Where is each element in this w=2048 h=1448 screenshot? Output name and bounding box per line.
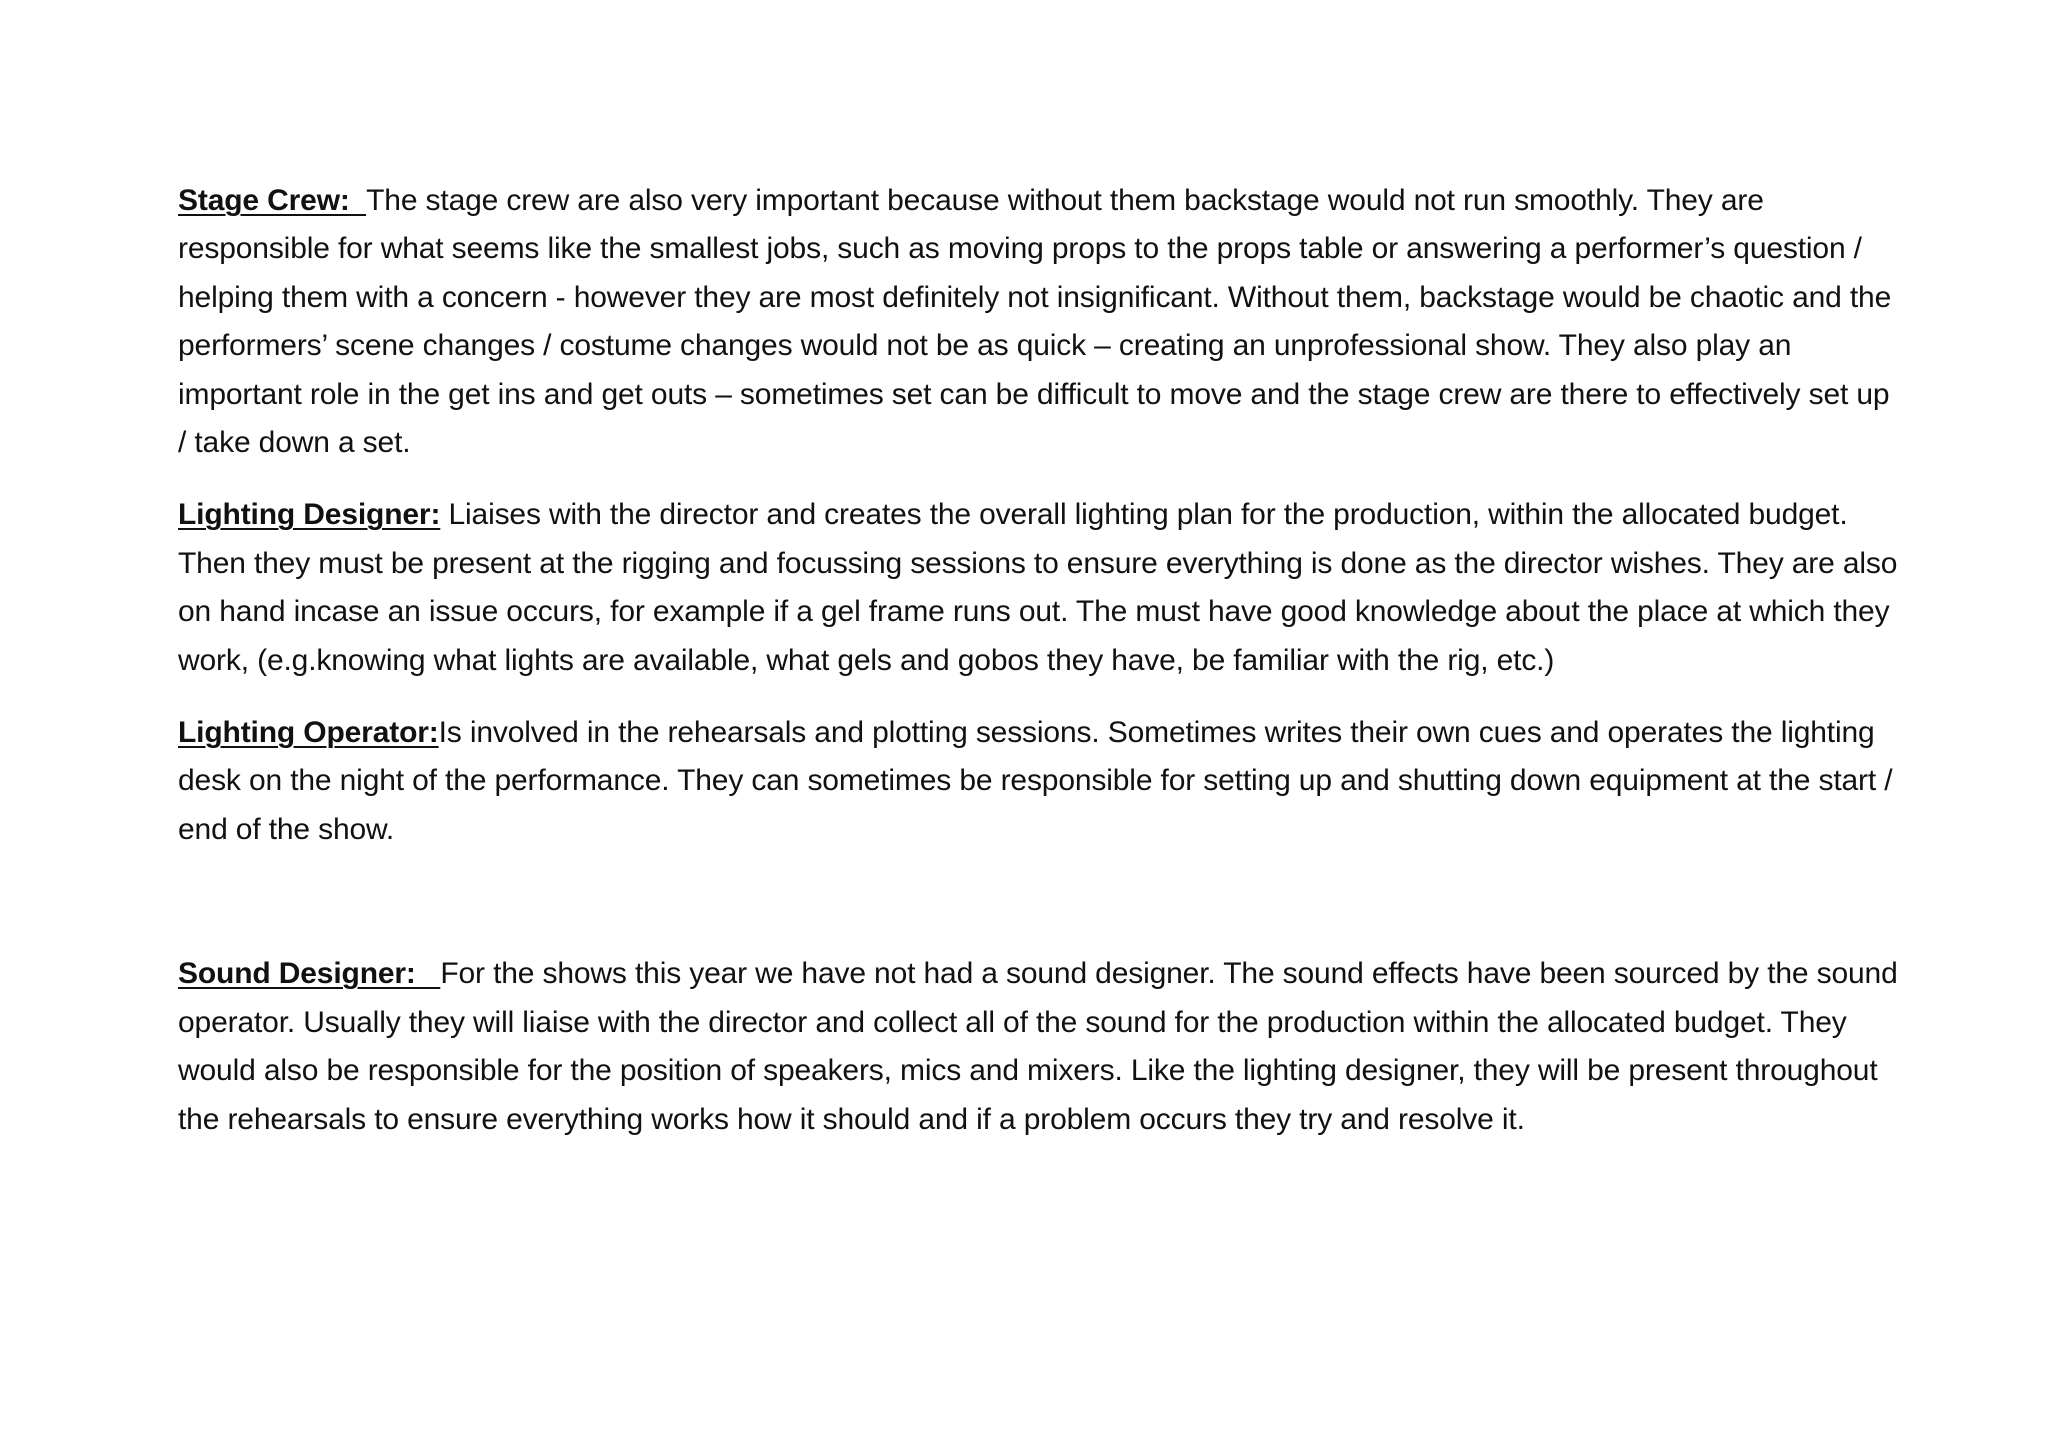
text-lighting-operator: Is involved in the rehearsals and plotting sessions. Sometimes writes their own cues and operates the lighting desk on the night of the performance. They can sometimes be responsible for setting up and shutting down equipment at the start / end of the show. xyxy=(178,716,1893,846)
paragraph-sound-designer xyxy=(178,950,1898,1144)
heading-sound-designer: Sound Designer: xyxy=(178,957,441,991)
paragraph-stage-crew xyxy=(178,177,1898,467)
text-stage-crew: The stage crew are also very important because without them backstage would not run smoothly. They are responsible for what seems like the smallest jobs, such as moving props to the props table or answering a performer’s question / helping them with a concern - however they are most definitely not insignificant. Without them, backstage would be chaotic and the performers’ scene changes / costume changes would not be as quick – creating an unprofessional show. They also play an important role in the get ins and get outs – sometimes set can be difficult to move and the stage crew are there to effectively set up / take down a set. xyxy=(178,184,1892,460)
text-sound-designer: For the shows this year we have not had a sound designer. The sound effects have been sourced by the sound operator. Usually they will liaise with the director and collect all of the sound for the production within the allocated budget. They would also be responsible for the position of speakers, mics and mixers. Like the lighting designer, they will be present throughout the rehearsals to ensure everything works how it should and if a problem occurs they try and resolve it. xyxy=(178,957,1898,1136)
heading-stage-crew: Stage Crew: xyxy=(178,184,367,217)
blank-line-gap xyxy=(178,854,1898,950)
heading-lighting-operator: Lighting Operator: xyxy=(178,716,439,750)
paragraph-lighting-designer xyxy=(178,491,1898,685)
text-lighting-designer: Liaises with the director and creates the overall lighting plan for the production, within the allocated budget. Then they must be present at the rigging and focussing sessions to ensure everything is done as the director wishes. They are also on hand incase an issue occurs, for example if a gel frame runs out. The must have good knowledge about the place at which they work, (e.g.knowing what lights are available, what gels and gobos they have, be familiar with the rig, etc.) xyxy=(178,498,1898,677)
document-body xyxy=(178,177,1898,1144)
heading-lighting-designer: Lighting Designer: xyxy=(178,498,441,532)
paragraph-lighting-operator xyxy=(178,709,1898,854)
